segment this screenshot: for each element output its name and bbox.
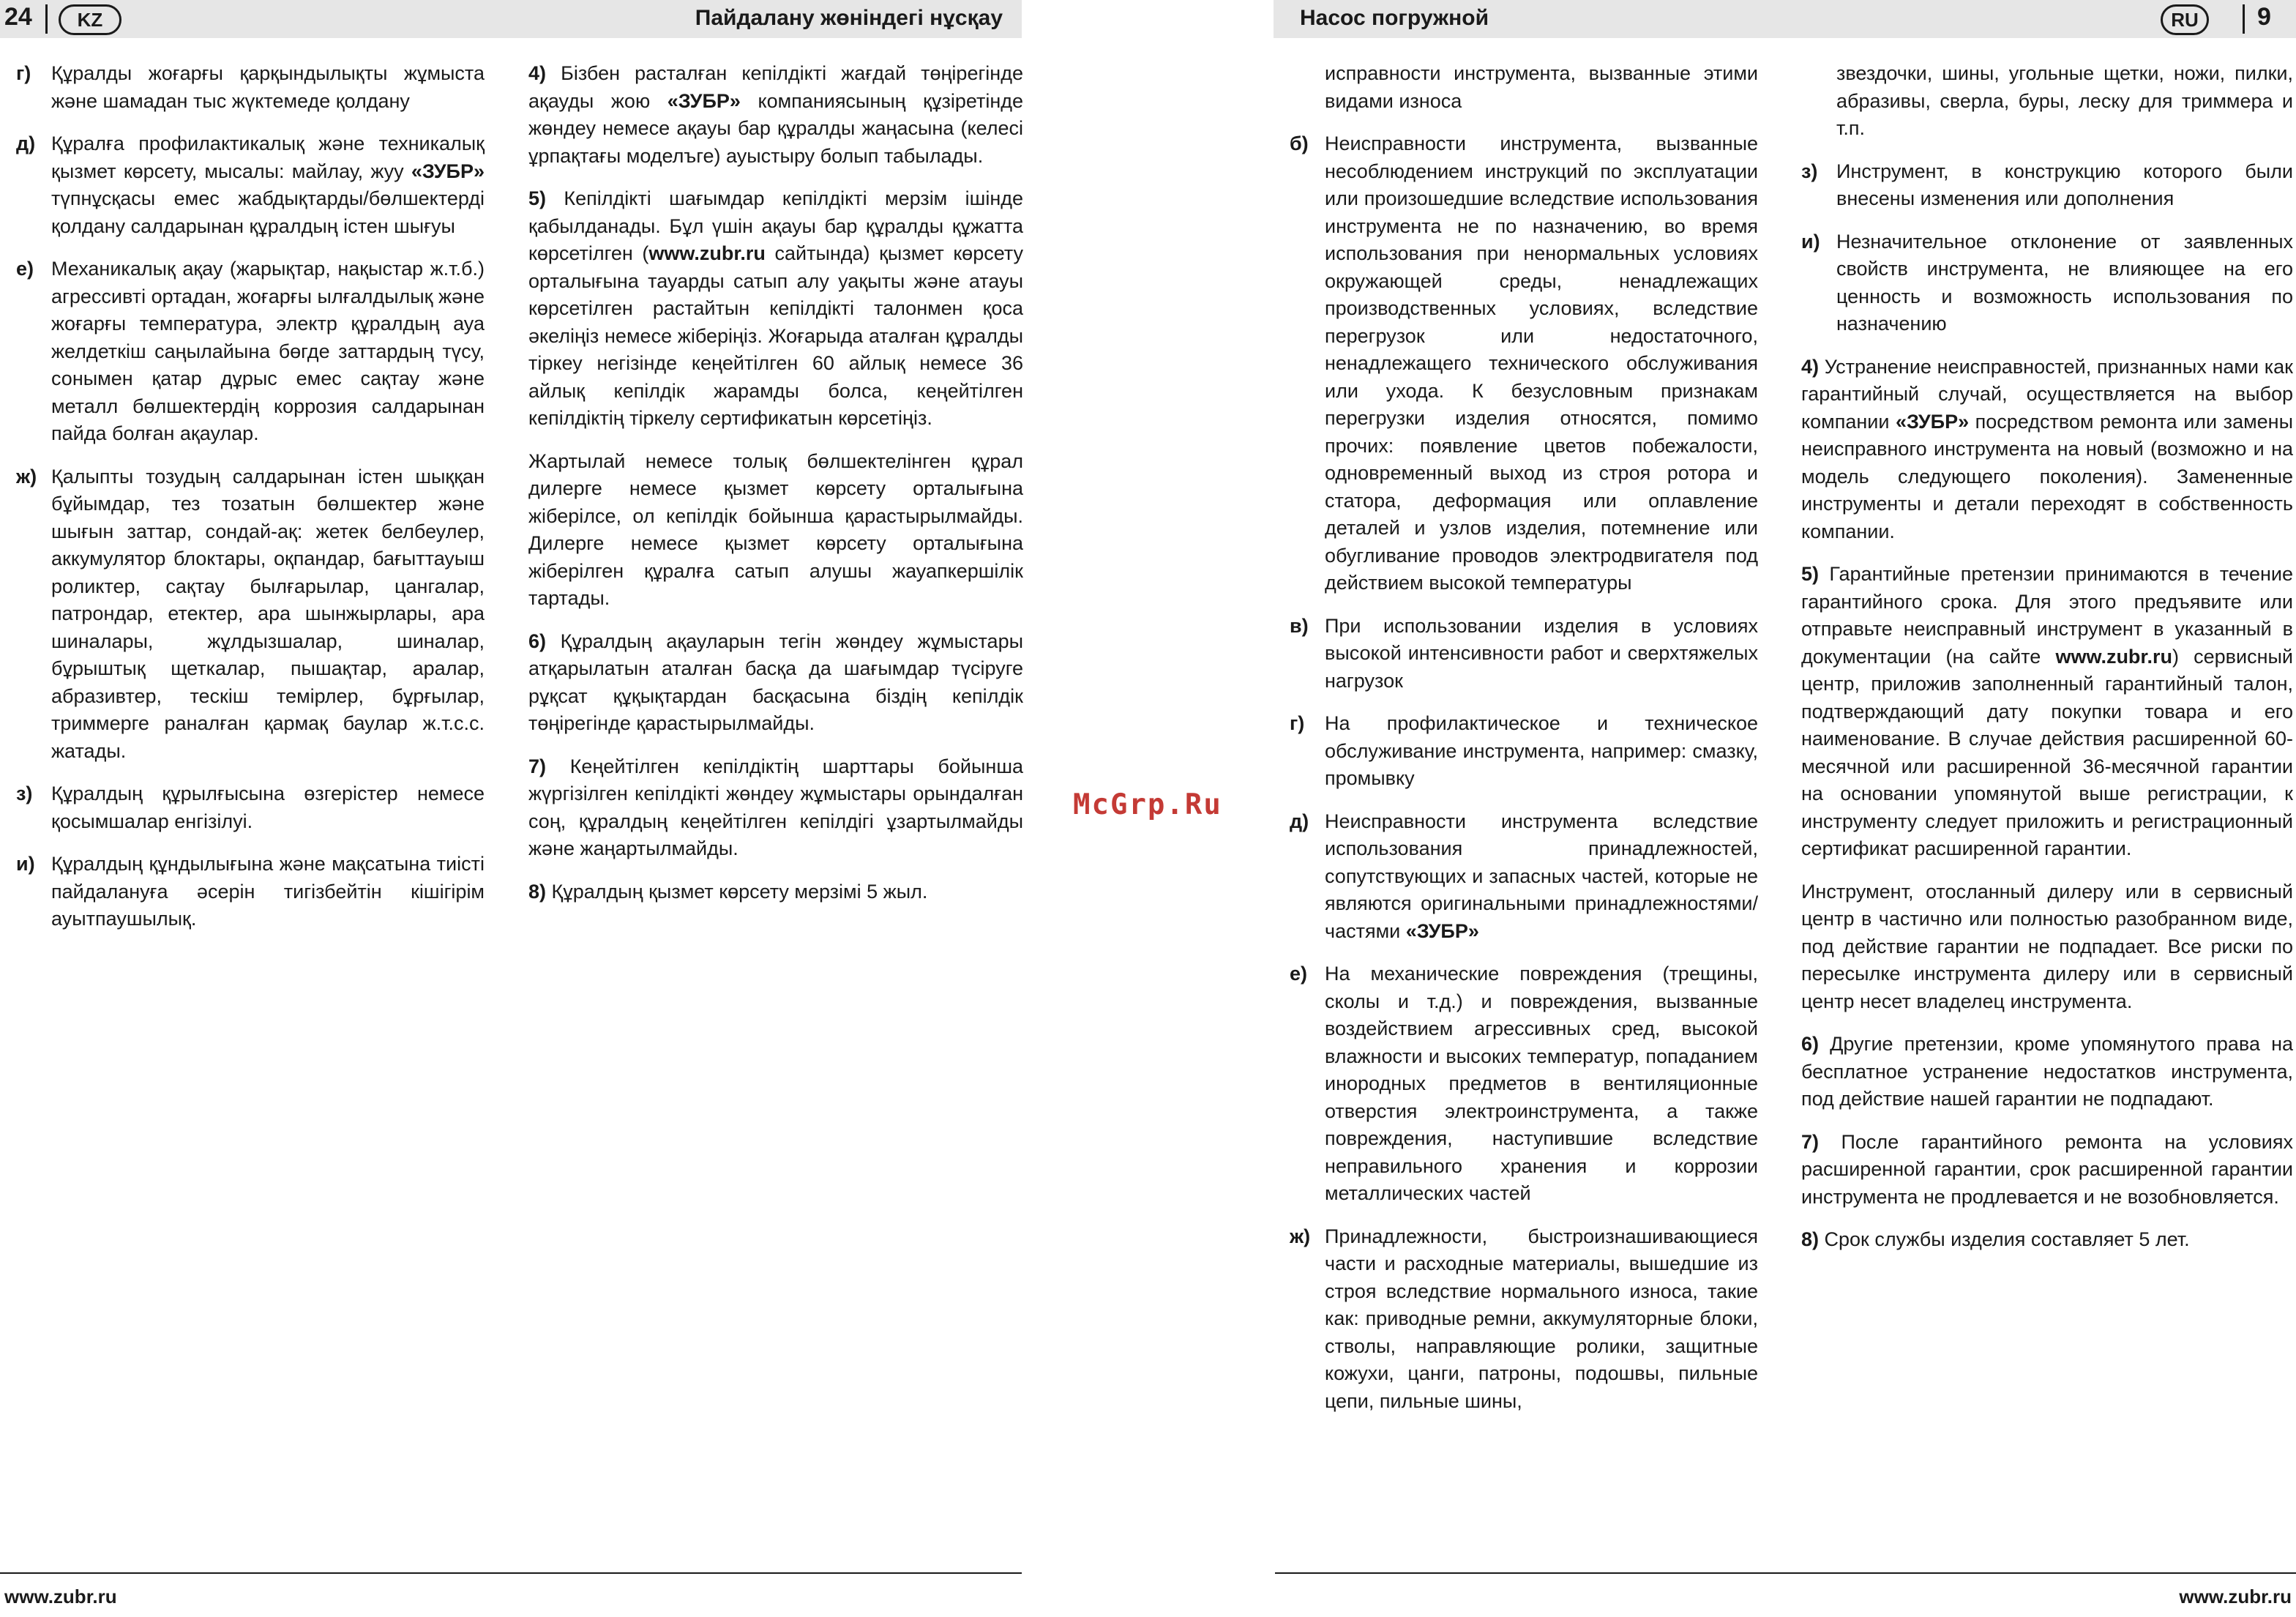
page-number: 24 bbox=[4, 3, 32, 31]
website-link: www.zubr.ru bbox=[648, 242, 766, 264]
list-item-label: и) bbox=[1801, 230, 1820, 253]
list-item-label: и) bbox=[16, 853, 35, 875]
footer-url[interactable]: www.zubr.ru bbox=[2179, 1586, 2292, 1607]
header-divider bbox=[45, 4, 48, 34]
list-item-label: ж) bbox=[1290, 1225, 1311, 1247]
list-item-label: б) bbox=[1290, 132, 1309, 154]
brand-name: «ЗУБР» bbox=[1405, 919, 1479, 942]
footer-rule bbox=[1275, 1572, 2296, 1574]
list-item-label: ж) bbox=[16, 465, 37, 488]
list-item bbox=[16, 780, 485, 835]
paragraph bbox=[1801, 1031, 2293, 1113]
watermark: McGrp.Ru bbox=[1073, 788, 1222, 821]
page-number: 9 bbox=[2257, 3, 2271, 31]
list-item bbox=[1290, 1223, 1758, 1416]
list-item-text: Незначительное отклонение от заявленных свойств инструмента, не влияющее на его ценность и возможность использования по назначению bbox=[1836, 230, 2293, 335]
brand-name: «ЗУБР» bbox=[411, 160, 485, 182]
language-badge-ru: RU bbox=[2161, 4, 2209, 35]
paragraph-number: 5) bbox=[1801, 563, 1820, 585]
list-item-text: түпнұсқасы емес жабдықтарды/бөлшектерді қолдану салдарынан құралдың істен шығуы bbox=[51, 187, 485, 237]
website-link: www.zubr.ru bbox=[2055, 645, 2172, 668]
paragraph-text: Бізбен расталған кепілдікті жағдай төңірегінде ақауды жою bbox=[528, 62, 1023, 112]
paragraph-number: 5) bbox=[528, 187, 547, 209]
list-item-text: Неисправности инструмента вследствие использования принадлежностей, сопутствующих и запасных частей, которые не являются оригинальными принадлежностями/частями bbox=[1325, 810, 1758, 942]
list-item-label: д) bbox=[1290, 810, 1309, 832]
paragraph bbox=[1801, 561, 2293, 863]
continued-text: звездочки, шины, угольные щетки, ножи, пилки, абразивы, сверла, буры, леску для триммера и т.п. bbox=[1836, 62, 2293, 139]
paragraph bbox=[528, 878, 1023, 906]
paragraph-text: Гарантийные претензии принимаются в течение гарантийного срока. Для этого предъявите или отправьте неисправный инструмент в указанный в документации (на сайте bbox=[1801, 563, 2293, 668]
paragraph-number: 7) bbox=[1801, 1130, 1820, 1153]
paragraph bbox=[528, 753, 1023, 863]
paragraph-text: Кепілдікті шағымдар кепілдікті мерзім ішінде қабылданады. Бұл үшін ақауы бар құралды құжатта көрсетілген ( bbox=[528, 187, 1023, 264]
list-item-text: На механические повреждения (трещины, сколы и т.д.) и повреждения, вызванные воздействием агрессивных сред, высокой влажности и высоких температур, попаданием инородных предметов в вентиляционные отверстия электроинструмента, а также повреждения, наступившие вследствие неправильного хранения и коррозии металлических частей bbox=[1325, 963, 1758, 1204]
list-item-text: Қалыпты тозудың салдарынан істен шыққан бұйымдар, тез тозатын бөлшектер және шығын заттар, сондай-ақ: жетек белбеулер, аккумулятор блоктары, оқпандар, бағыттауыш роликтер, сақтау былғарылар, цангалар, патрондар, етектер, ара шынжырлары, ара шиналары, жұлдызшалар, шиналар, бұрыштық щеткалар, пышақтар, аралар, абразивтер, тескіш темірлер, бұрғылар, триммерге раналған қармақ баулар ж.т.с.с. жатады. bbox=[51, 465, 485, 762]
paragraph-text: После гарантийного ремонта на условиях расширенной гарантии, срок расширенной гарантии инструмента не продлевается и не возобновляется. bbox=[1801, 1130, 2293, 1208]
paragraph-text: сайтында) қызмет көрсету орталығына тауарды сатып алу уақыты және атауы көрсетілген растайтын кепілдікті талонмен қоса әкеліңіз немесе жіберіңіз. Жоғарыда аталған құралды тіркеу негізінде кеңейтілген 60 айлық немесе 36 айлық кепілдік жарамды болса, кеңейтілген кепілдіктің тіркелу сертификатын көрсетіңіз. bbox=[528, 242, 1023, 429]
list-item-label: д) bbox=[16, 132, 36, 154]
language-badge-kz: KZ bbox=[59, 4, 121, 35]
list-item-label: е) bbox=[1290, 963, 1308, 985]
brand-name: «ЗУБР» bbox=[1895, 410, 1970, 433]
list-item-text: Құралға профилактикалық және техникалық қызмет көрсету, мысалы: майлау, жуу bbox=[51, 132, 485, 182]
paragraph-text: ) сервисный центр, приложив заполненный гарантийный талон, подтверждающий дату покупки товара и его наименование. В случае действия расширенной 60-месячной или расширенной 36-месячной гарантии на основании упомянутой выше регистрации, к инструменту следует приложить и регистрационный сертификат расширенной гарантии. bbox=[1801, 645, 2293, 859]
list-item bbox=[16, 60, 485, 115]
page-title: Насос погружной bbox=[1300, 6, 1489, 30]
continued-text: исправности инструмента, вызванные этими видами износа bbox=[1325, 62, 1758, 112]
paragraph bbox=[1801, 1226, 2293, 1254]
list-item bbox=[1290, 808, 1758, 946]
paragraph bbox=[528, 60, 1023, 170]
list-item bbox=[1290, 130, 1758, 597]
list-item-text: На профилактическое и техническое обслуживание инструмента, например: смазку, промывку bbox=[1325, 712, 1758, 789]
list-item-label: г) bbox=[1290, 712, 1305, 734]
brand-name: «ЗУБР» bbox=[667, 89, 741, 112]
paragraph-text: Срок службы изделия составляет 5 лет. bbox=[1819, 1228, 2190, 1250]
page-title: Пайдалану жөніндегі нұсқау bbox=[695, 6, 1003, 30]
paragraph bbox=[1801, 1129, 2293, 1211]
paragraph bbox=[1801, 354, 2293, 546]
left-column-2 bbox=[528, 60, 1023, 921]
paragraph-text: Құралдың қызмет көрсету мерзімі 5 жыл. bbox=[546, 880, 928, 903]
left-column-1 bbox=[16, 60, 485, 949]
list-item-text: Құралдың құндылығына және мақсатына тиісті пайдалануға әсерін тигізбейтін кішігірім ауытпаушылық. bbox=[51, 853, 485, 930]
paragraph-text: Кеңейтілген кепілдіктің шарттары бойынша жүргізілген кепілдікті жөндеу жұмыстары орындалған соң, құралдың кеңейтілген кепілдігі ұзартылмайды және жаңартылмайды. bbox=[528, 755, 1023, 859]
paragraph-text: Устранение неисправностей, признанных нами как гарантийный случай, осуществляется на выбор компании bbox=[1801, 355, 2293, 433]
paragraph bbox=[528, 185, 1023, 433]
list-item bbox=[1290, 710, 1758, 793]
list-item-text: Механикалық ақау (жарықтар, нақыстар ж.т.б.) агрессивті ортадан, жоғарғы ылғалдылық және жоғарғы температура, электр құралдың ауа желдеткіш саңылайына бөгде заттардың түсу, сонымен қатар дұрыс емес сақтау және металл бөлшектердің коррозия салдарынан пайда болған ақаулар. bbox=[51, 258, 485, 444]
paragraph-number: 4) bbox=[528, 62, 547, 84]
list-item-text: При использовании изделия в условиях высокой интенсивности работ и сверхтяжелых нагрузок bbox=[1325, 614, 1758, 692]
list-item-text: Құралдың құрылғысына өзгерістер немесе қосымшалар енгізілуі. bbox=[51, 783, 485, 832]
left-page bbox=[0, 0, 1025, 1617]
list-item bbox=[16, 130, 485, 240]
list-item bbox=[1801, 228, 2293, 338]
list-item bbox=[1290, 960, 1758, 1208]
list-item-text: Принадлежности, быстроизнашивающиеся части и расходные материалы, вышедшие из строя вследствие нормального износа, такие как: приводные ремни, аккумуляторные блоки, стволы, направляющие ролики, защитные кожухи, цанги, патроны, подошвы, пильные цепи, пильные шины, bbox=[1325, 1225, 1758, 1412]
paragraph-text: Жартылай немесе толық бөлшектелінген құрал дилерге немесе қызмет көрсету орталығына жіберілсе, ол кепілдік бойынша қарастырылмайды. Дилерге немесе қызмет көрсету орталығына жіберілген құралға сатып алушы жауапкершілік тартады. bbox=[528, 449, 1023, 609]
list-item-label: з) bbox=[1801, 160, 1818, 182]
list-item-label: е) bbox=[16, 258, 34, 280]
list-item-text: Инструмент, в конструкцию которого были внесены изменения или дополнения bbox=[1836, 160, 2293, 209]
list-item-label: з) bbox=[16, 783, 33, 804]
right-column-2 bbox=[1801, 60, 2293, 1269]
left-page-header bbox=[0, 0, 1022, 38]
paragraph-number: 6) bbox=[528, 630, 547, 652]
paragraph bbox=[528, 628, 1023, 738]
list-item bbox=[16, 255, 485, 448]
paragraph-number: 6) bbox=[1801, 1033, 1820, 1055]
paragraph-number: 8) bbox=[528, 880, 547, 903]
paragraph-text: Другие претензии, кроме упомянутого права на бесплатное устранение недостатков инструмента, под действие нашей гарантии не подпадают. bbox=[1801, 1033, 2293, 1110]
paragraph-text: Инструмент, отосланный дилеру или в сервисный центр в частично или полностью разобранном виде, под действие гарантии не подпадает. Все риски по пересылке инструмента дилеру или в сервисный центр несет владелец инструмента. bbox=[1801, 880, 2293, 1012]
list-item-text: Неисправности инструмента, вызванные несоблюдением инструкций по эксплуатации или произошедшие вследствие использования инструмента не по назначению, во время использования при ненормальных условиях окружающей среды, ненадлежащих производственных условиях, вследствие перегрузок или недостаточного, ненадлежащего технического обслуживания или ухода. К безусловным признакам перегрузки изделия относятся, помимо прочих: появление цветов побежалости, одновременный выход из строя ротора и статора, деформация или оплавление деталей и узлов изделия, потемнение или обугливание проводов электродвигателя под действием высокой температуры bbox=[1325, 132, 1758, 594]
paragraph-text: компаниясының құзіретінде жөндеу немесе ақауы бар құралды жаңасына (келесі ұрпақтағы моделъге) ауыстыру болып табылады. bbox=[528, 89, 1024, 167]
footer-rule bbox=[0, 1572, 1022, 1574]
list-item bbox=[16, 463, 485, 766]
footer-url[interactable]: www.zubr.ru bbox=[4, 1586, 117, 1607]
right-column-1 bbox=[1290, 60, 1758, 1430]
list-item bbox=[1801, 158, 2293, 213]
paragraph-number: 4) bbox=[1801, 355, 1820, 378]
paragraph-number: 8) bbox=[1801, 1228, 1820, 1250]
list-item-label: г) bbox=[16, 62, 31, 84]
right-page-header bbox=[1274, 0, 2296, 38]
list-item bbox=[16, 851, 485, 933]
paragraph-text: посредством ремонта или замены неисправного инструмента на новый (возможно и на модель следующего поколения). Замененные инструменты и детали переходят в собственность компании. bbox=[1801, 410, 2293, 542]
paragraph bbox=[528, 448, 1023, 613]
list-item-text: Құралды жоғарғы қарқындылықты жұмыста және шамадан тыс жүктемеде қолдану bbox=[51, 62, 485, 112]
header-divider bbox=[2243, 4, 2245, 34]
paragraph-number: 7) bbox=[528, 755, 547, 777]
list-item bbox=[1290, 613, 1758, 695]
right-page bbox=[1274, 0, 2296, 1617]
paragraph bbox=[1801, 878, 2293, 1016]
list-item-label: в) bbox=[1290, 614, 1309, 637]
paragraph-text: Құралдың ақауларын тегін жөндеу жұмыстары атқарылатын аталған басқа да шағымдар түсіруге рұқсат құқықтардан басқасына біздің кепілдік төңірегінде қарастырылмайды. bbox=[528, 630, 1023, 734]
